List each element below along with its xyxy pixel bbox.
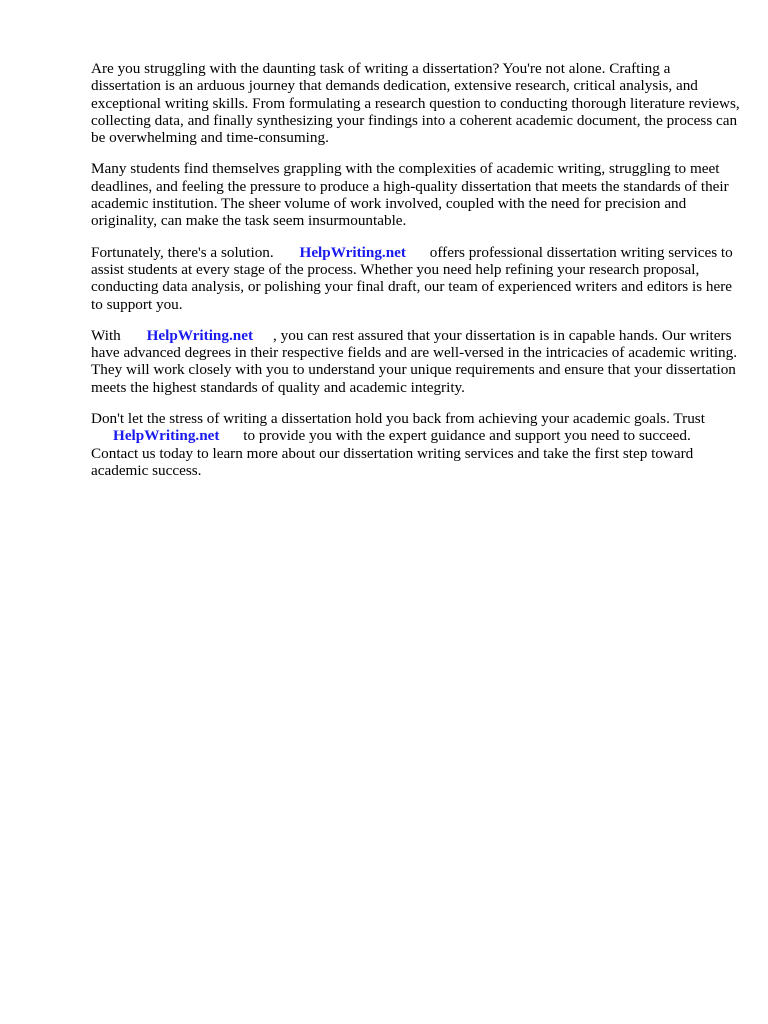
paragraph-assurance [91, 327, 741, 396]
paragraph-solution-rest: offers professional dissertation writing services to assist students at every stage of the process. Whether you need help refining your research proposal, conducting data analysis, or polishing your final draft, our team of experienced writers and editors is here to support you. [91, 243, 733, 313]
paragraph-struggles-text: Many students find themselves grappling with the complexities of academic writing, struggling to meet deadlines, and feeling the pressure to produce a high-quality dissertation that meets the standards of their academic institution. The sheer volume of work involved, coupled with the need for precision and originality, can make the task seem insurmountable. [91, 160, 729, 230]
paragraph-call-to-action-rest: to provide you with the expert guidance and support you need to succeed. Contact us today to learn more about our dissertation writing services and take the first step toward academic success. [91, 427, 694, 479]
paragraph-assurance-rest: , you can rest assured that your dissertation is in capable hands. Our writers have advanced degrees in their respective fields and are well-versed in the intricacies of academic writing. They will work closely with you to understand your unique requirements and ensure that your dissertation meets the highest standards of quality and academic integrity. [91, 326, 738, 396]
paragraph-struggles [91, 160, 741, 229]
paragraph-solution-lead: Fortunately, there's a solution. [91, 243, 274, 261]
paragraph-assurance-lead: With [91, 326, 121, 344]
helpwriting-link-1[interactable]: HelpWriting.net [299, 243, 406, 261]
paragraph-intro [91, 60, 741, 146]
paragraph-intro-text: Are you struggling with the daunting task of writing a dissertation? You're not alone. Crafting a dissertation is an arduous journey that demands dedication, extensive research, critical analysis, and exceptional writing skills. From formulating a research question to conducting thorough literature reviews, collecting data, and finally synthesizing your findings into a coherent academic document, the process can be overwhelming and time-consuming. [91, 60, 740, 147]
helpwriting-link-2[interactable]: HelpWriting.net [146, 326, 254, 344]
paragraph-solution [91, 244, 741, 313]
helpwriting-link-3[interactable]: HelpWriting.net [113, 427, 220, 445]
paragraph-call-to-action-lead: Don't let the stress of writing a dissertation hold you back from achieving your academic goals. Trust [91, 410, 705, 428]
document-page [91, 60, 741, 493]
paragraph-call-to-action [91, 410, 741, 479]
